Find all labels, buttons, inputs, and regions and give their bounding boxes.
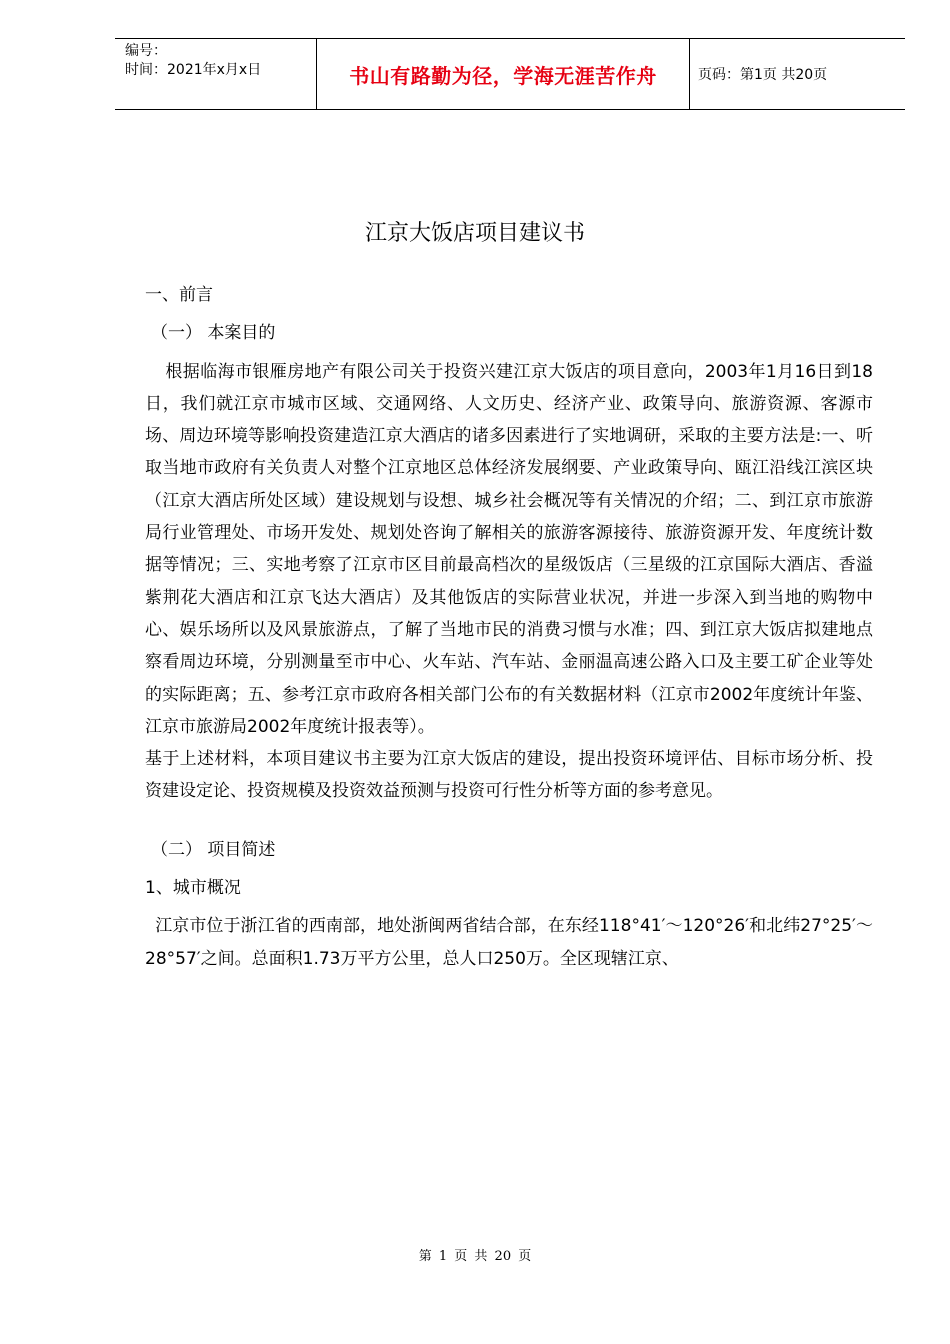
header-meta [115, 39, 316, 109]
document-body [145, 279, 873, 975]
page-footer: 第 1 页 共 20 页 [418, 1249, 532, 1264]
document-number-label: 编号： [125, 43, 167, 59]
page-header [115, 38, 905, 110]
paragraph-summary: 基于上述材料，本项目建议书主要为江京大饭店的建设，提出投资环境评估、目标市场分析、投资建设定论、投资规模及投资效益预测与投资可行性分析等方面的参考意见。 [145, 749, 873, 802]
paragraph-city-overview: 江京市位于浙江省的西南部，地处浙闽两省结合部，在东经118°41′～120°26′和北纬27°25′～28°57′之间。总面积1.73万平方公里，总人口250万。全区现辖江京、 [145, 916, 873, 969]
paragraph-purpose: 根据临海市银雁房地产有限公司关于投资兴建江京大饭店的项目意向，2003年1月16日到18日，我们就江京市城市区域、交通网络、人文历史、经济产业、政策导向、旅游资源、客源市场、周边环境等影响投资建造江京大酒店的诸多因素进行了实地调研，采取的主要方法是:一、听取当地市政府有关负责人对整个江京地区总体经济发展纲要、产业政策导向、瓯江沿线江滨区块（江京大酒店所处区域）建设规划与设想、城乡社会概况等有关情况的介绍；二、到江京市旅游局行业管理处、市场开发处、规划处咨询了解相关的旅游客源接待、旅游资源开发、年度统计数据等情况；三、实地考察了江京市区目前最高档次的星级饭店（三星级的江京国际大酒店、香溢紫荆花大酒店和江京飞达大酒店）及其他饭店的实际营业状况，并进一步深入到当地的购物中心、娱乐场所以及风景旅游点，了解了当地市民的消费习惯与水准；四、到江京大饭店拟建地点察看周边环境，分别测量至市中心、火车站、汽车站、金丽温高速公路入口及主要工矿企业等处的实际距离；五、参考江京市政府各相关部门公布的有关数据材料（江京市2002年度统计年鉴、江京市旅游局2002年度统计报表等）。 [145, 361, 873, 737]
section-heading-preface: 一、前言 [145, 285, 213, 305]
header-page-number: 页码：第1页 共20页 [698, 67, 828, 83]
document-title: 江京大饭店项目建议书 [364, 221, 585, 246]
subsection-heading-overview: （二） 项目简述 [151, 839, 276, 860]
document-time-label: 时间：2021年x月x日 [125, 62, 262, 78]
header-motto: 书山有路勤为径，学海无涯苦作舟 [316, 39, 690, 109]
subsection-heading-city-overview: 1、城市概况 [145, 878, 241, 899]
subsection-heading-purpose: （一） 本案目的 [151, 323, 276, 344]
